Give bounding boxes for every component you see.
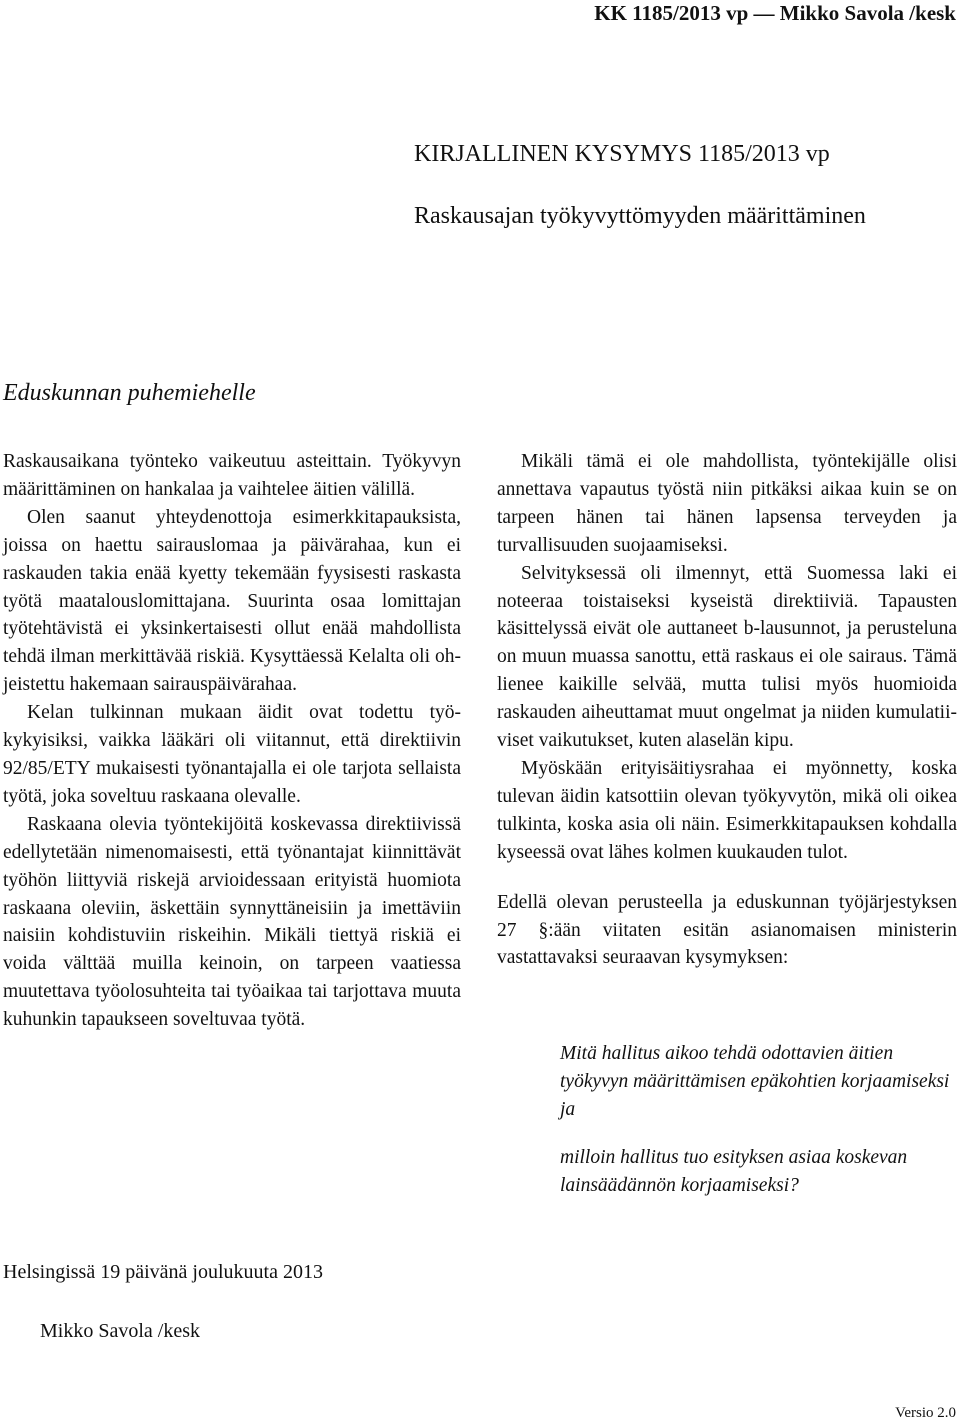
paragraph: Raskaana olevia työntekijöitä koskevassa direktiivissä edellytetään nimenomaisesti, että työnantajat kiinnittävät työhön liittyviä riskejä arvioidessaan erityistä huomiota raskaana oleviin, äskettäin synnyttäneisiin ja imettäviin naisiin kohdistuviin riskeihin. Mikäli tiettyä riskiä ei voida välttää muilla keinoin, on tarpeen vaatiessa muutettava työolosuhteita tai työaikaa tai tarjottava muuta kuhunkin tapaukseen soveltuvaa työtä. [3,813,461,1031]
paragraph: Myöskään erityisäitiysrahaa ei myönnetty, koska tulevan äidin katsottiin olevan työkyvytön, mikä oli oikea tulkinta, koska asia oli näin. Esimerkkitapauksen kohdalla kyseessä ovat lähes kolmen kuukauden tulot. [497,757,957,863]
paragraph: Selvityksessä oli ilmennyt, että Suomessa laki ei noteeraa toistaiseksi kyseistä direktiiviä. Tapausten käsittelyssä eivät ole auttaneet b-lausunnot, ja perusteluna on muun muassa sanottu, että raskaus ei ole sairaus. Tämä lienee kaikille selvää, mutta tulisi myös huomioida raskauden aiheuttamat muut ongelmat ja niiden kumulatiiviset vaikutukset, kuten alaselän kipu. [497,562,957,752]
paragraph: Kelan tulkinnan mukaan äidit ovat todettu työkykyisiksi, vaikka lääkäri oli viitannut, että direktiivin 92/85/ETY mukaisesti työnantajalla ei ole tarjota sellaista työtä, joka soveltuu raskaana olevalle. [3,702,461,807]
place-date: Helsingissä 19 päivänä joulukuuta 2013 [3,1261,323,1283]
right-column [497,448,957,972]
version-label: Versio 2.0 [895,1405,956,1421]
questions-block [560,1040,955,1200]
question: milloin hallitus tuo esityksen asiaa koskevan lainsäädännön korjaamiseksi? [560,1146,908,1196]
question: Mitä hallitus aikoo tehdä odottavien äitien työkyvyn määrittämisen epäkohtien korjaamiseksi ja [560,1043,950,1120]
paragraph: Edellä olevan perusteella ja eduskunnan työjärjestyksen 27 §:ään viitaten esitän asianomaisen ministerin vastattavaksi seuraavan kysymyksen: [497,891,957,969]
paragraph: Olen saanut yhteydenottoja esimerkkitapauksista, joissa on haettu sairauslomaa ja päivärahaa, kun ei raskauden takia enää kyetty tekemään fyysisesti raskasta työtä maatalouslomittajana. Suurinta osaa lomittajan työtehtävistä ei yksinkertaisesti ollut enää mahdollista tehdä ilman merkittävää riskiä. Kysyttäessä Kelalta oli ohjeistettu hakemaan sairauspäivärahaa. [3,506,461,696]
signature: Mikko Savola /kesk [40,1320,200,1342]
paragraph: Raskausaikana työnteko vaikeutuu asteittain. Työkyvyn määrittäminen on hankalaa ja vaihtelee äitien välillä. [3,451,461,500]
left-column [3,448,461,1034]
paragraph: Mikäli tämä ei ole mahdollista, työntekijälle olisi annettava vapautus työstä niin pitkäksi aikaa kuin se on tarpeen hänen tai hänen lapsensa terveyden ja turvallisuuden suojaamiseksi. [497,451,957,556]
document-title: KIRJALLINEN KYSYMYS 1185/2013 vp [414,141,830,167]
salutation: Eduskunnan puhemiehelle [3,380,256,406]
running-header: KK 1185/2013 vp — Mikko Savola /kesk [594,1,956,25]
document-subtitle: Raskausajan työkyvyttömyyden määrittäminen [414,203,866,229]
